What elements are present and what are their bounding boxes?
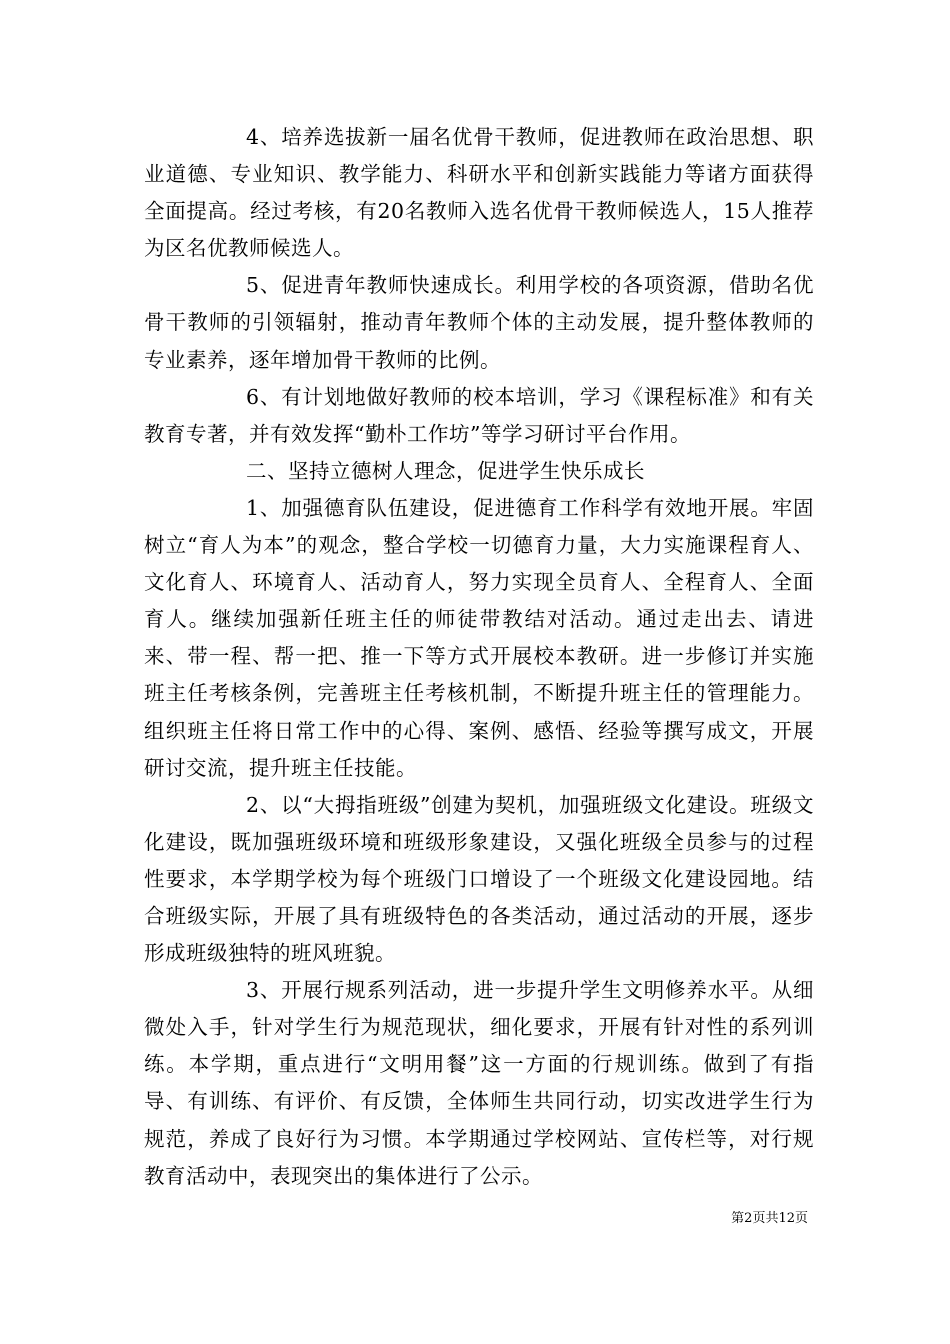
paragraph-2-class-culture: 2、以“大拇指班级”创建为契机，加强班级文化建设。班级文化建设，既加强班级环境和班级形象建设，又强化班级全员参与的过程性要求，本学期学校为每个班级门口增设了一个班级文化建设园地。结合班级实际，开展了具有班级特色的各类活动，通过活动的开展，逐步形成班级独特的班风班貌。: [144, 792, 814, 966]
section-heading-2: 二、坚持立德树人理念，促进学生快乐成长: [246, 458, 645, 483]
paragraph-1-moral-team: 1、加强德育队伍建设，促进德育工作科学有效地开展。牢固树立“育人为本”的观念，整合学校一切德育力量，大力实施课程育人、文化育人、环境育人、活动育人，努力实现全员育人、全程育人、全面育人。继续加强新任班主任的师徒带教结对活动。通过走出去、请进来、带一程、帮一把、推一下等方式开展校本教研。进一步修订并实施班主任考核条例，完善班主任考核机制，不断提升班主任的管理能力。组织班主任将日常工作中的心得、案例、感悟、经验等撰写成文，开展研讨交流，提升班主任技能。: [144, 495, 814, 780]
paragraph-3-conduct-activities: 3、开展行规系列活动，进一步提升学生文明修养水平。从细微处入手，针对学生行为规范现状，细化要求，开展有针对性的系列训练。本学期，重点进行“文明用餐”这一方面的行规训练。做到了有指导、有训练、有评价、有反馈，全体师生共同行动，切实改进学生行为规范，养成了良好行为习惯。本学期通过学校网站、宣传栏等，对行规教育活动中，表现突出的集体进行了公示。: [144, 978, 814, 1188]
page-number-footer: 第2页共12页: [731, 1211, 808, 1226]
paragraph-5-young-teachers: 5、促进青年教师快速成长。利用学校的各项资源，借助名优骨干教师的引领辐射，推动青年教师个体的主动发展，提升整体教师的专业素养，逐年增加骨干教师的比例。: [144, 273, 814, 372]
paragraph-6-school-training: 6、有计划地做好教师的校本培训，学习《课程标准》和有关教育专著，并有效发挥“勤朴工作坊”等学习研讨平台作用。: [144, 384, 814, 446]
paragraph-4-mingyou-teachers: 4、培养选拔新一届名优骨干教师，促进教师在政治思想、职业道德、专业知识、教学能力、科研水平和创新实践能力等诸方面获得全面提高。经过考核，有20名教师入选名优骨干教师候选人，15人推荐为区名优教师候选人。: [144, 125, 814, 261]
document-body: [144, 119, 814, 1195]
